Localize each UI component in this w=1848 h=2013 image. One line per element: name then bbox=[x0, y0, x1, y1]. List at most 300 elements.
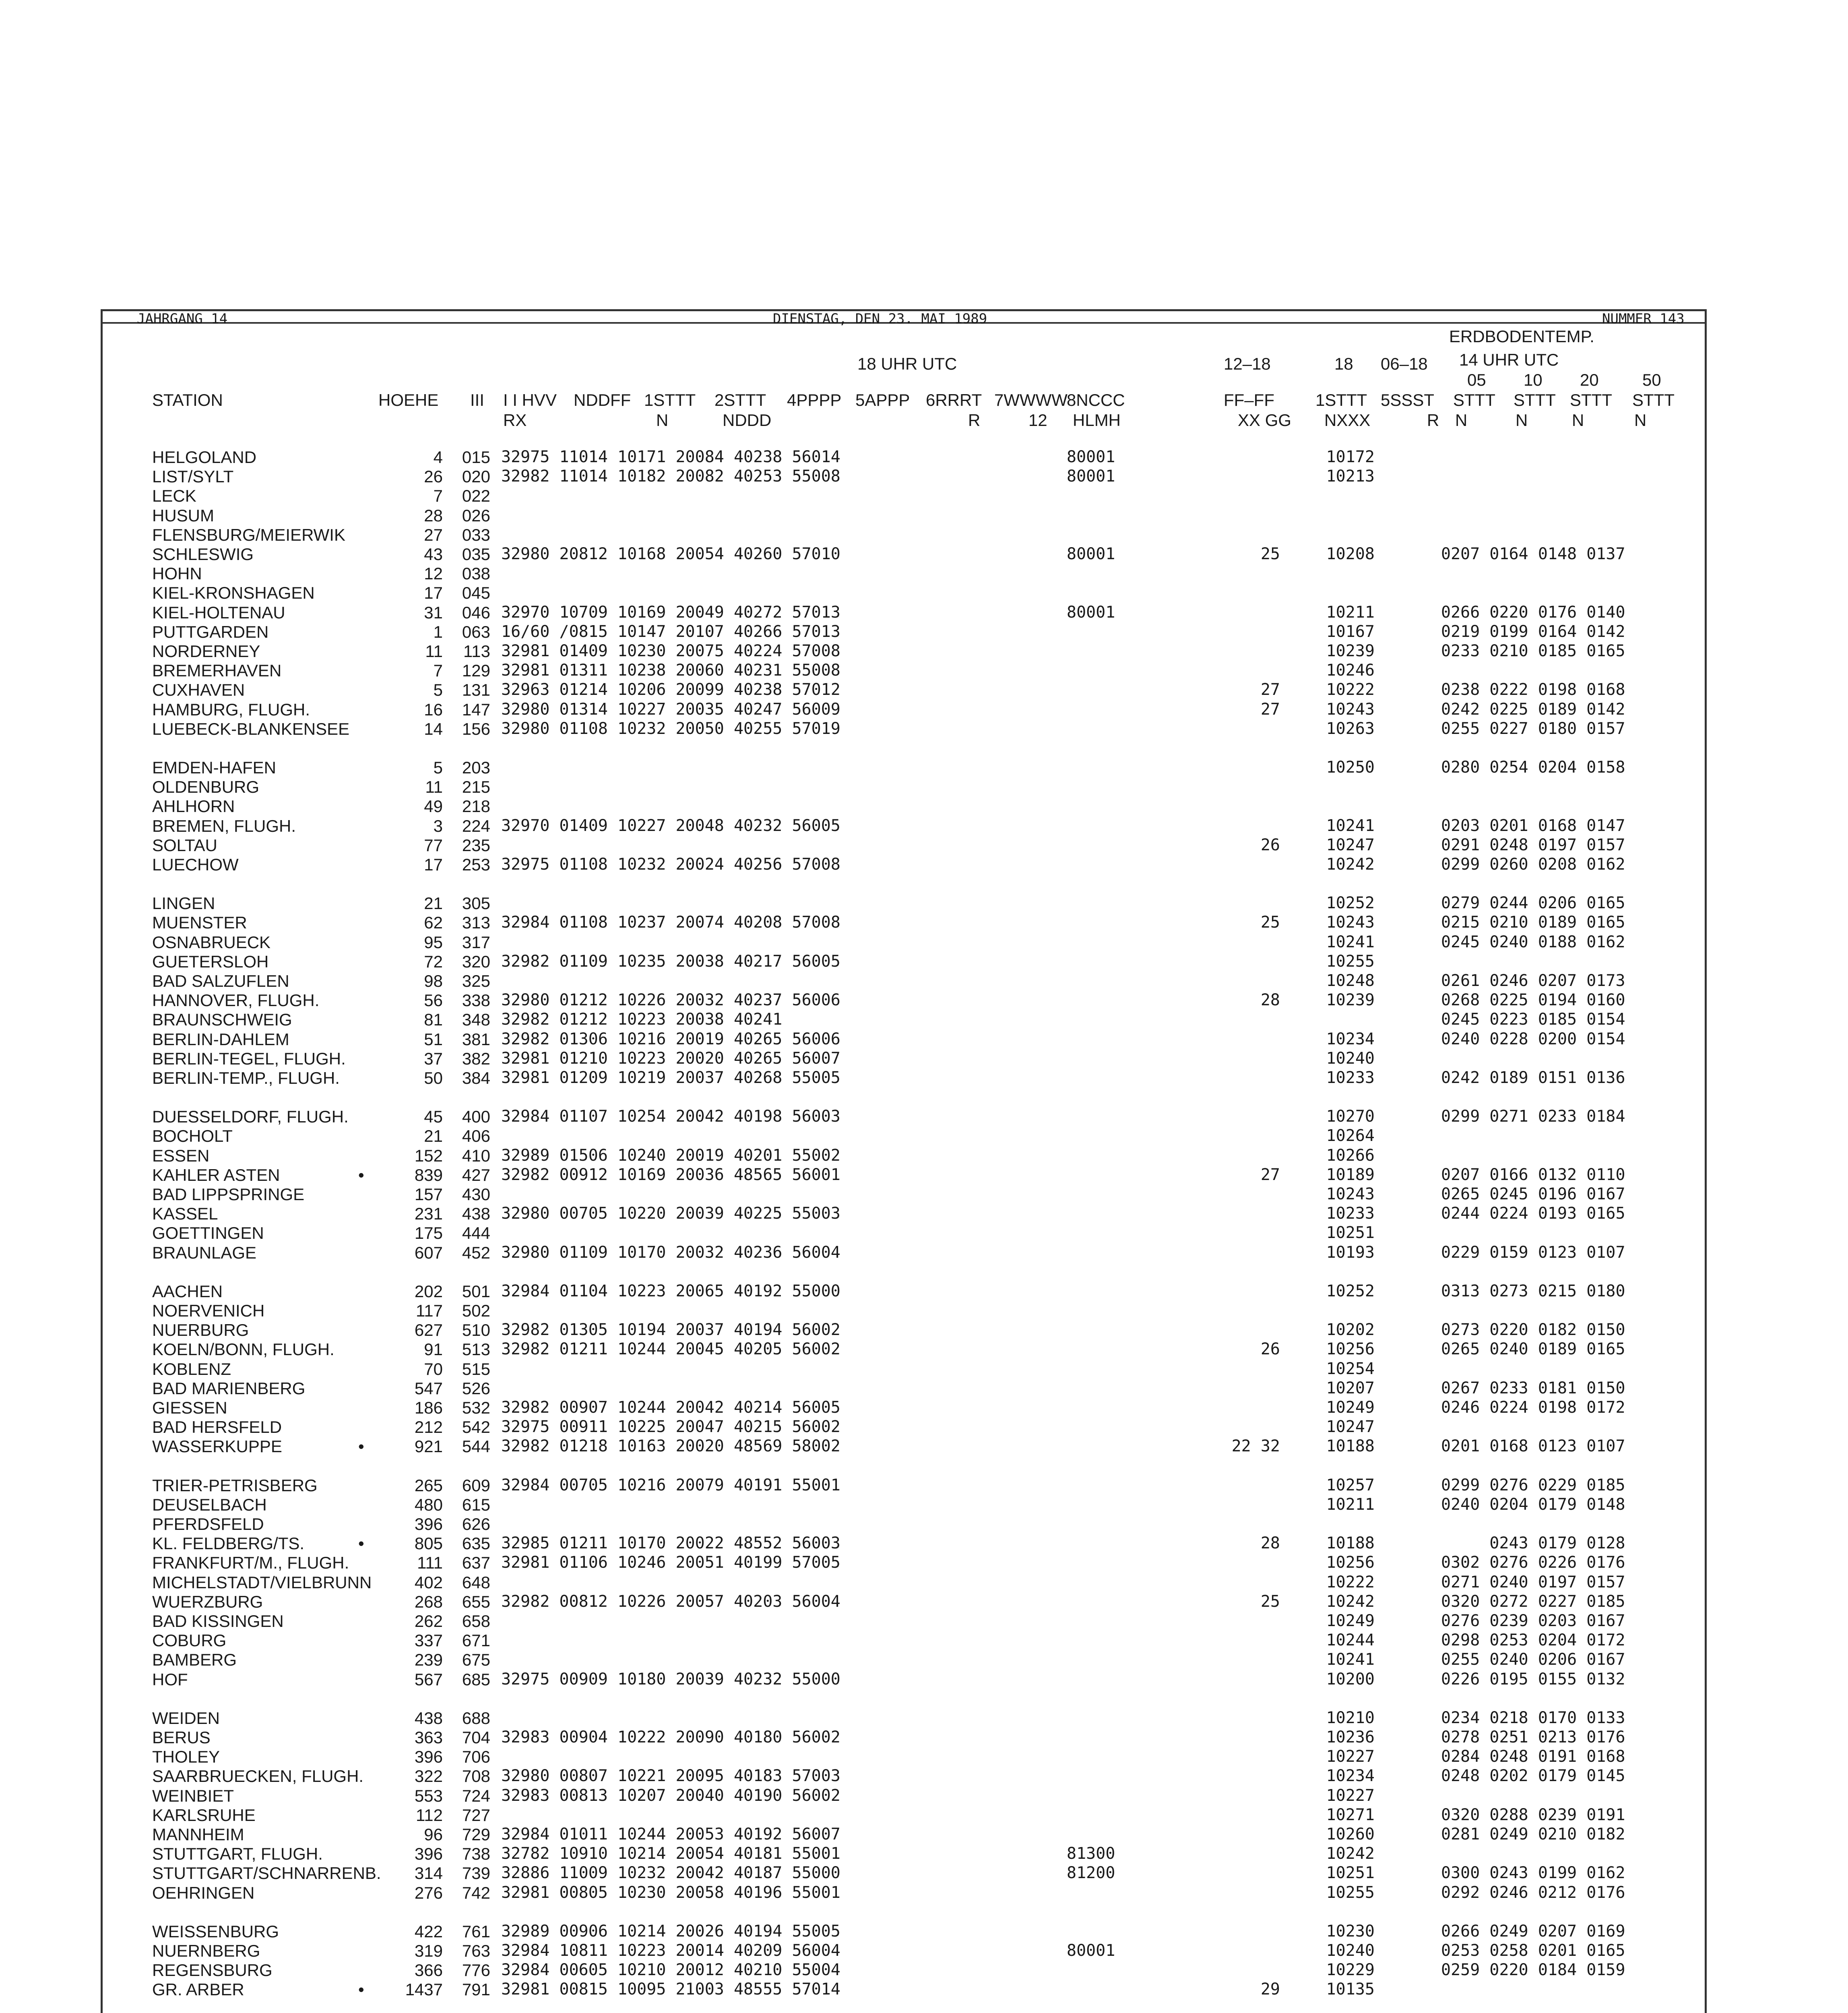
table-row bbox=[0, 1941, 1848, 1961]
table-row bbox=[0, 1107, 1848, 1126]
station-height: 50 bbox=[424, 1069, 443, 1087]
temp-group: 10234 bbox=[1326, 1030, 1375, 1048]
station-height: 11 bbox=[425, 642, 443, 661]
soil-temp-group: 0219 0199 0164 0142 bbox=[1441, 622, 1625, 641]
station-index: 382 bbox=[462, 1049, 490, 1068]
station-index: 542 bbox=[462, 1418, 490, 1436]
6rrrt-header: 6RRRT bbox=[926, 391, 982, 409]
station-index: 761 bbox=[462, 1922, 490, 1941]
station-height: 95 bbox=[424, 933, 443, 952]
table-row bbox=[0, 1612, 1848, 1631]
n3-header: N bbox=[1516, 411, 1528, 430]
station-height: 921 bbox=[414, 1437, 443, 1456]
station-index: 791 bbox=[462, 1980, 490, 1999]
station-name: MANNHEIM bbox=[152, 1825, 244, 1844]
soil-temp-group: 0300 0243 0199 0162 bbox=[1441, 1864, 1625, 1882]
station-name: GOETTINGEN bbox=[152, 1224, 264, 1242]
station-name: OSNABRUECK bbox=[152, 933, 271, 952]
8nccc-header: 8NCCC bbox=[1067, 391, 1125, 409]
temp-group: 10227 bbox=[1326, 1747, 1375, 1766]
4pppp-header: 4PPPP bbox=[787, 391, 842, 409]
station-name: GIESSEN bbox=[152, 1398, 227, 1417]
station-name: HANNOVER, FLUGH. bbox=[152, 991, 320, 1010]
table-row bbox=[0, 1146, 1848, 1166]
synop-groups: 32981 01311 10238 20060 40231 55008 bbox=[501, 661, 840, 680]
sttt-50-header: STTT bbox=[1632, 391, 1675, 409]
soil-temp-group: 0292 0246 0212 0176 bbox=[1441, 1883, 1625, 1902]
station-height: 5 bbox=[433, 680, 443, 699]
station-index: 704 bbox=[462, 1728, 490, 1747]
station-height: 27 bbox=[424, 525, 443, 544]
synop-groups: 32981 00815 10095 21003 48555 57014 bbox=[501, 1980, 840, 1999]
station-name: BAD LIPPSPRINGE bbox=[152, 1185, 305, 1204]
station-name: PUTTGARDEN bbox=[152, 622, 269, 641]
station-index: 430 bbox=[462, 1185, 490, 1204]
cloud-group: 81300 bbox=[1067, 1844, 1115, 1863]
station-index: 739 bbox=[462, 1864, 490, 1883]
table-row bbox=[0, 583, 1848, 603]
temp-group: 10242 bbox=[1326, 1592, 1375, 1611]
table-row bbox=[0, 1069, 1848, 1088]
temp-group: 10239 bbox=[1326, 642, 1375, 660]
table-row bbox=[0, 1573, 1848, 1592]
station-height: 265 bbox=[414, 1476, 443, 1495]
station-index: 526 bbox=[462, 1379, 490, 1398]
xxgg-header: XX GG bbox=[1238, 411, 1292, 430]
station-index: 609 bbox=[462, 1476, 490, 1495]
table-row bbox=[0, 933, 1848, 952]
station-height: 3 bbox=[433, 816, 443, 835]
station-index: 738 bbox=[462, 1844, 490, 1863]
table-row bbox=[0, 1379, 1848, 1398]
synop-groups: 32983 00904 10222 20090 40180 56002 bbox=[501, 1728, 840, 1746]
sttt-05-header: STTT bbox=[1453, 391, 1495, 409]
soil-temp-group: 0265 0240 0189 0165 bbox=[1441, 1340, 1625, 1358]
g18-header: 18 bbox=[1334, 354, 1353, 373]
station-index: 706 bbox=[462, 1747, 490, 1766]
table-row bbox=[0, 545, 1848, 564]
sttt-20-header: STTT bbox=[1570, 391, 1612, 409]
station-index: 410 bbox=[462, 1146, 490, 1165]
table-row bbox=[0, 1495, 1848, 1515]
jahrgang-label: JAHRGANG 14 bbox=[137, 311, 228, 327]
station-index: 129 bbox=[462, 661, 490, 680]
station-height: 37 bbox=[424, 1049, 443, 1068]
iii-header: III bbox=[470, 391, 485, 409]
station-index: 658 bbox=[462, 1612, 490, 1631]
station-index: 406 bbox=[462, 1126, 490, 1145]
station-index: 727 bbox=[462, 1806, 490, 1825]
depth-50: 50 bbox=[1642, 370, 1661, 389]
synop-groups: 32980 20812 10168 20054 40260 57010 bbox=[501, 545, 840, 563]
wind-gust-group: 27 bbox=[1260, 700, 1280, 719]
station-height: 112 bbox=[416, 1806, 443, 1825]
station-index: 325 bbox=[462, 971, 490, 990]
station-name: WEIDEN bbox=[152, 1709, 220, 1728]
station-height: 202 bbox=[414, 1282, 443, 1301]
station-height: 81 bbox=[424, 1010, 443, 1029]
temp-group: 10207 bbox=[1326, 1379, 1375, 1397]
temp-group: 10211 bbox=[1326, 603, 1375, 622]
station-name: MICHELSTADT/VIELBRUNN bbox=[152, 1573, 372, 1592]
station-name: GR. ARBER bbox=[152, 1980, 244, 1999]
station-index: 384 bbox=[462, 1069, 490, 1087]
soil-temp-group: 0320 0288 0239 0191 bbox=[1441, 1806, 1625, 1824]
synop-groups: 32981 01210 10223 20020 40265 56007 bbox=[501, 1049, 840, 1068]
temp-group: 10230 bbox=[1326, 1922, 1375, 1941]
table-row bbox=[0, 1360, 1848, 1379]
temp-group: 10240 bbox=[1326, 1941, 1375, 1960]
wind-gust-group: 29 bbox=[1260, 1980, 1280, 1999]
temp-group: 10167 bbox=[1326, 622, 1375, 641]
nummer-label: NUMMER 143 bbox=[1602, 311, 1685, 327]
wind-gust-group: 27 bbox=[1260, 680, 1280, 699]
synop-groups: 32980 01109 10170 20032 40236 56004 bbox=[501, 1243, 840, 1262]
table-row bbox=[0, 1670, 1848, 1689]
soil-temp-group: 0273 0220 0182 0150 bbox=[1441, 1321, 1625, 1339]
uhr18-header: 18 UHR UTC bbox=[857, 354, 957, 373]
synop-groups: 32975 01108 10232 20024 40256 57008 bbox=[501, 855, 840, 874]
soil-temp-group: 0201 0168 0123 0107 bbox=[1441, 1437, 1625, 1455]
table-row bbox=[0, 603, 1848, 622]
station-name: CUXHAVEN bbox=[152, 680, 245, 699]
station-height: 152 bbox=[414, 1146, 443, 1165]
temp-group: 10255 bbox=[1326, 1883, 1375, 1902]
station-height: 157 bbox=[414, 1185, 443, 1204]
temp-group: 10249 bbox=[1326, 1398, 1375, 1417]
temp-group: 10189 bbox=[1326, 1166, 1375, 1184]
cloud-group: 80001 bbox=[1067, 448, 1115, 466]
soil-temp-group: 0233 0210 0185 0165 bbox=[1441, 642, 1625, 660]
table-row bbox=[0, 1030, 1848, 1049]
table-row bbox=[0, 913, 1848, 932]
table-row bbox=[0, 506, 1848, 525]
station-name: SOLTAU bbox=[152, 836, 217, 855]
synop-groups: 32984 01107 10254 20042 40198 56003 bbox=[501, 1107, 840, 1126]
soil-temp-group: 0271 0240 0197 0157 bbox=[1441, 1573, 1625, 1591]
station-header: STATION bbox=[152, 391, 223, 409]
temp-group: 10202 bbox=[1326, 1321, 1375, 1339]
table-row bbox=[0, 661, 1848, 680]
table-row bbox=[0, 1476, 1848, 1495]
bergstation-marker: • bbox=[358, 1166, 364, 1184]
station-index: 224 bbox=[462, 816, 490, 835]
station-index: 675 bbox=[462, 1650, 490, 1669]
synop-groups: 32982 01218 10163 20020 48569 58002 bbox=[501, 1437, 840, 1455]
synop-groups: 32782 10910 10214 20054 40181 55001 bbox=[501, 1844, 840, 1863]
station-name: BAD MARIENBERG bbox=[152, 1379, 306, 1398]
table-row bbox=[0, 1728, 1848, 1747]
n1-header: N bbox=[656, 411, 669, 430]
wind-gust-group: 25 bbox=[1260, 1592, 1280, 1611]
table-row bbox=[0, 642, 1848, 661]
station-name: AHLHORN bbox=[152, 797, 235, 816]
station-index: 046 bbox=[462, 603, 490, 622]
synop-groups: 32981 00805 10230 20058 40196 55001 bbox=[501, 1883, 840, 1902]
table-row bbox=[0, 1806, 1848, 1825]
soil-temp-group: 0267 0233 0181 0150 bbox=[1441, 1379, 1625, 1397]
uhr14-header: 14 UHR UTC bbox=[1459, 350, 1559, 369]
soil-temp-group: 0246 0224 0198 0172 bbox=[1441, 1398, 1625, 1417]
temp-group: 10211 bbox=[1326, 1495, 1375, 1514]
temp-group: 10239 bbox=[1326, 991, 1375, 1009]
table-row bbox=[0, 1204, 1848, 1224]
station-height: 366 bbox=[414, 1961, 443, 1980]
station-name: STUTTGART, FLUGH. bbox=[152, 1844, 323, 1863]
synop-groups: 32970 10709 10169 20049 40272 57013 bbox=[501, 603, 840, 622]
station-name: BAMBERG bbox=[152, 1650, 237, 1669]
table-row bbox=[0, 816, 1848, 836]
station-index: 113 bbox=[463, 642, 490, 661]
table-row bbox=[0, 1961, 1848, 1980]
synop-groups: 32980 00705 10220 20039 40225 55003 bbox=[501, 1204, 840, 1223]
1sttt-b-header: 1STTT bbox=[1315, 391, 1367, 409]
soil-temp-group: 0240 0204 0179 0148 bbox=[1441, 1495, 1625, 1514]
twelve-header: 12 bbox=[1028, 411, 1047, 430]
synop-groups: 32989 01506 10240 20019 40201 55002 bbox=[501, 1146, 840, 1165]
station-index: 022 bbox=[462, 486, 490, 505]
synop-groups: 32989 00906 10214 20026 40194 55005 bbox=[501, 1922, 840, 1941]
station-index: 063 bbox=[462, 622, 490, 641]
table-row bbox=[0, 1534, 1848, 1553]
temp-group: 10193 bbox=[1326, 1243, 1375, 1262]
temp-group: 10135 bbox=[1326, 1980, 1375, 1999]
station-index: 501 bbox=[462, 1282, 490, 1301]
temp-group: 10244 bbox=[1326, 1631, 1375, 1649]
wind-gust-group: 25 bbox=[1260, 545, 1280, 563]
temp-group: 10240 bbox=[1326, 1049, 1375, 1068]
table-row bbox=[0, 855, 1848, 874]
temp-group: 10270 bbox=[1326, 1107, 1375, 1126]
station-name: MUENSTER bbox=[152, 913, 247, 932]
station-name: KIEL-HOLTENAU bbox=[152, 603, 285, 622]
wind-gust-group: 25 bbox=[1260, 913, 1280, 932]
depth-05: 05 bbox=[1467, 370, 1486, 389]
table-row bbox=[0, 1166, 1848, 1185]
table-row bbox=[0, 1321, 1848, 1340]
station-name: HOHN bbox=[152, 564, 202, 583]
table-row bbox=[0, 1243, 1848, 1263]
temp-group: 10248 bbox=[1326, 971, 1375, 990]
station-name: WEISSENBURG bbox=[152, 1922, 279, 1941]
station-name: NORDERNEY bbox=[152, 642, 260, 661]
table-row bbox=[0, 1515, 1848, 1534]
station-height: 12 bbox=[424, 564, 443, 583]
station-height: 239 bbox=[414, 1650, 443, 1669]
station-height: 56 bbox=[424, 991, 443, 1010]
station-height: 11 bbox=[425, 777, 443, 796]
soil-temp-group: 0253 0258 0201 0165 bbox=[1441, 1941, 1625, 1960]
station-height: 839 bbox=[414, 1166, 443, 1184]
table-row bbox=[0, 758, 1848, 777]
station-height: 17 bbox=[424, 583, 443, 602]
synop-groups: 32980 01314 10227 20035 40247 56009 bbox=[501, 700, 840, 719]
station-height: 45 bbox=[424, 1107, 443, 1126]
station-index: 648 bbox=[462, 1573, 490, 1592]
station-name: NUERNBERG bbox=[152, 1941, 260, 1960]
table-row bbox=[0, 622, 1848, 642]
synop-groups: 32981 01409 10230 20075 40224 57008 bbox=[501, 642, 840, 660]
station-index: 203 bbox=[462, 758, 490, 777]
table-row bbox=[0, 777, 1848, 797]
r2-header: R bbox=[1427, 411, 1439, 430]
temp-group: 10251 bbox=[1326, 1864, 1375, 1882]
5appp-header: 5APPP bbox=[855, 391, 910, 409]
station-height: 231 bbox=[414, 1204, 443, 1223]
table-row bbox=[0, 1922, 1848, 1941]
7wwww-header: 7WWWW bbox=[994, 391, 1068, 409]
station-height: 422 bbox=[414, 1922, 443, 1941]
station-name: LIST/SYLT bbox=[152, 467, 234, 486]
table-row bbox=[0, 1301, 1848, 1321]
bergstation-marker: • bbox=[358, 1534, 364, 1553]
station-index: 035 bbox=[462, 545, 490, 564]
temp-group: 10271 bbox=[1326, 1806, 1375, 1824]
temp-group: 10222 bbox=[1326, 1573, 1375, 1591]
station-index: 427 bbox=[462, 1166, 490, 1184]
synop-groups: 32963 01214 10206 20099 40238 57012 bbox=[501, 680, 840, 699]
n4-header: N bbox=[1572, 411, 1584, 430]
wind-gust-group: 26 bbox=[1260, 1340, 1280, 1358]
temp-group: 10234 bbox=[1326, 1767, 1375, 1785]
station-index: 305 bbox=[462, 894, 490, 913]
station-height: 7 bbox=[433, 486, 443, 505]
soil-temp-group: 0279 0244 0206 0165 bbox=[1441, 894, 1625, 912]
station-height: 396 bbox=[414, 1515, 443, 1534]
table-row bbox=[0, 1825, 1848, 1844]
station-index: 532 bbox=[462, 1398, 490, 1417]
soil-temp-group: 0281 0249 0210 0182 bbox=[1441, 1825, 1625, 1844]
table-row bbox=[0, 1437, 1848, 1456]
table-row bbox=[0, 525, 1848, 545]
station-name: BERLIN-TEMP., FLUGH. bbox=[152, 1069, 340, 1087]
table-row bbox=[0, 1631, 1848, 1650]
soil-temp-group: 0244 0224 0193 0165 bbox=[1441, 1204, 1625, 1223]
soil-temp-group: 0320 0272 0227 0185 bbox=[1441, 1592, 1625, 1611]
temp-group: 10172 bbox=[1326, 448, 1375, 466]
station-index: 147 bbox=[462, 700, 490, 719]
table-row bbox=[0, 1592, 1848, 1612]
cloud-group: 80001 bbox=[1067, 545, 1115, 563]
station-index: 156 bbox=[462, 719, 490, 738]
temp-group: 10264 bbox=[1326, 1126, 1375, 1145]
temp-group: 10242 bbox=[1326, 855, 1375, 874]
table-row bbox=[0, 1883, 1848, 1903]
soil-temp-group: 0259 0220 0184 0159 bbox=[1441, 1961, 1625, 1979]
synop-groups: 32983 00813 10207 20040 40190 56002 bbox=[501, 1786, 840, 1805]
soil-temp-group: 0291 0248 0197 0157 bbox=[1441, 836, 1625, 854]
soil-temp-group: 0243 0179 0128 bbox=[1441, 1534, 1625, 1552]
temp-group: 10200 bbox=[1326, 1670, 1375, 1689]
temp-group: 10249 bbox=[1326, 1612, 1375, 1630]
station-height: 607 bbox=[414, 1243, 443, 1262]
g0618-header: 06–18 bbox=[1381, 354, 1428, 373]
station-name: KIEL-KRONSHAGEN bbox=[152, 583, 315, 602]
station-name: DUESSELDORF, FLUGH. bbox=[152, 1107, 349, 1126]
station-index: 615 bbox=[462, 1495, 490, 1514]
station-name: COBURG bbox=[152, 1631, 227, 1650]
station-height: 96 bbox=[424, 1825, 443, 1844]
soil-temp-group: 0207 0166 0132 0110 bbox=[1441, 1166, 1625, 1184]
station-index: 235 bbox=[462, 836, 490, 855]
soil-temp-group: 0245 0223 0185 0154 bbox=[1441, 1010, 1625, 1029]
table-row bbox=[0, 564, 1848, 583]
soil-temp-group: 0276 0239 0203 0167 bbox=[1441, 1612, 1625, 1630]
station-height: 314 bbox=[414, 1864, 443, 1883]
soil-temp-group: 0278 0251 0213 0176 bbox=[1441, 1728, 1625, 1746]
temp-group: 10243 bbox=[1326, 1185, 1375, 1203]
station-name: PFERDSFELD bbox=[152, 1515, 264, 1534]
station-height: 262 bbox=[414, 1612, 443, 1631]
synop-groups: 32982 01305 10194 20037 40194 56002 bbox=[501, 1321, 840, 1339]
station-height: 547 bbox=[414, 1379, 443, 1398]
table-row bbox=[0, 1650, 1848, 1670]
table-row bbox=[0, 1747, 1848, 1767]
synop-groups: 32982 01109 10235 20038 40217 56005 bbox=[501, 952, 840, 971]
station-height: 77 bbox=[424, 836, 443, 855]
synop-groups: 32975 00911 10225 20047 40215 56002 bbox=[501, 1418, 840, 1436]
temp-group: 10252 bbox=[1326, 1282, 1375, 1300]
station-name: BAD HERSFELD bbox=[152, 1418, 282, 1436]
station-height: 62 bbox=[424, 913, 443, 932]
station-height: 1 bbox=[433, 622, 443, 641]
temp-group: 10251 bbox=[1326, 1224, 1375, 1242]
station-index: 253 bbox=[462, 855, 490, 874]
station-name: KAHLER ASTEN bbox=[152, 1166, 280, 1184]
synop-groups: 32984 10811 10223 20014 40209 56004 bbox=[501, 1941, 840, 1960]
soil-temp-group: 0313 0273 0215 0180 bbox=[1441, 1282, 1625, 1300]
synop-groups: 32984 01011 10244 20053 40192 56007 bbox=[501, 1825, 840, 1844]
station-index: 020 bbox=[462, 467, 490, 486]
temp-group: 10241 bbox=[1326, 1650, 1375, 1669]
station-height: 98 bbox=[424, 971, 443, 990]
table-row bbox=[0, 1010, 1848, 1029]
station-name: NUERBURG bbox=[152, 1321, 249, 1339]
station-name: BREMERHAVEN bbox=[152, 661, 282, 680]
synop-groups: 32985 01211 10170 20022 48552 56003 bbox=[501, 1534, 840, 1552]
depth-20: 20 bbox=[1580, 370, 1599, 389]
temp-group: 10222 bbox=[1326, 680, 1375, 699]
station-height: 1437 bbox=[405, 1980, 443, 1999]
station-height: 5 bbox=[433, 758, 443, 777]
station-name: BERLIN-DAHLEM bbox=[152, 1030, 289, 1049]
station-index: 685 bbox=[462, 1670, 490, 1689]
station-name: KOELN/BONN, FLUGH. bbox=[152, 1340, 334, 1359]
station-height: 396 bbox=[414, 1844, 443, 1863]
table-row bbox=[0, 486, 1848, 506]
soil-temp-group: 0266 0249 0207 0169 bbox=[1441, 1922, 1625, 1941]
temp-group: 10243 bbox=[1326, 700, 1375, 719]
table-row bbox=[0, 719, 1848, 739]
temp-group: 10255 bbox=[1326, 952, 1375, 971]
station-index: 502 bbox=[462, 1301, 490, 1320]
wind-gust-group: 26 bbox=[1260, 836, 1280, 854]
station-name: WUERZBURG bbox=[152, 1592, 263, 1611]
temp-group: 10233 bbox=[1326, 1204, 1375, 1223]
soil-temp-group: 0284 0248 0191 0168 bbox=[1441, 1747, 1625, 1766]
table-row bbox=[0, 1049, 1848, 1069]
station-height: 212 bbox=[414, 1418, 443, 1436]
station-name: DEUSELBACH bbox=[152, 1495, 267, 1514]
soil-temp-group: 0240 0228 0200 0154 bbox=[1441, 1030, 1625, 1048]
station-index: 348 bbox=[462, 1010, 490, 1029]
station-height: 51 bbox=[424, 1030, 443, 1049]
station-index: 510 bbox=[462, 1321, 490, 1339]
station-name: WEINBIET bbox=[152, 1786, 234, 1805]
soil-temp-group: 0229 0159 0123 0107 bbox=[1441, 1243, 1625, 1262]
synop-groups: 32886 11009 10232 20042 40187 55000 bbox=[501, 1864, 840, 1882]
station-name: KARLSRUHE bbox=[152, 1806, 256, 1825]
